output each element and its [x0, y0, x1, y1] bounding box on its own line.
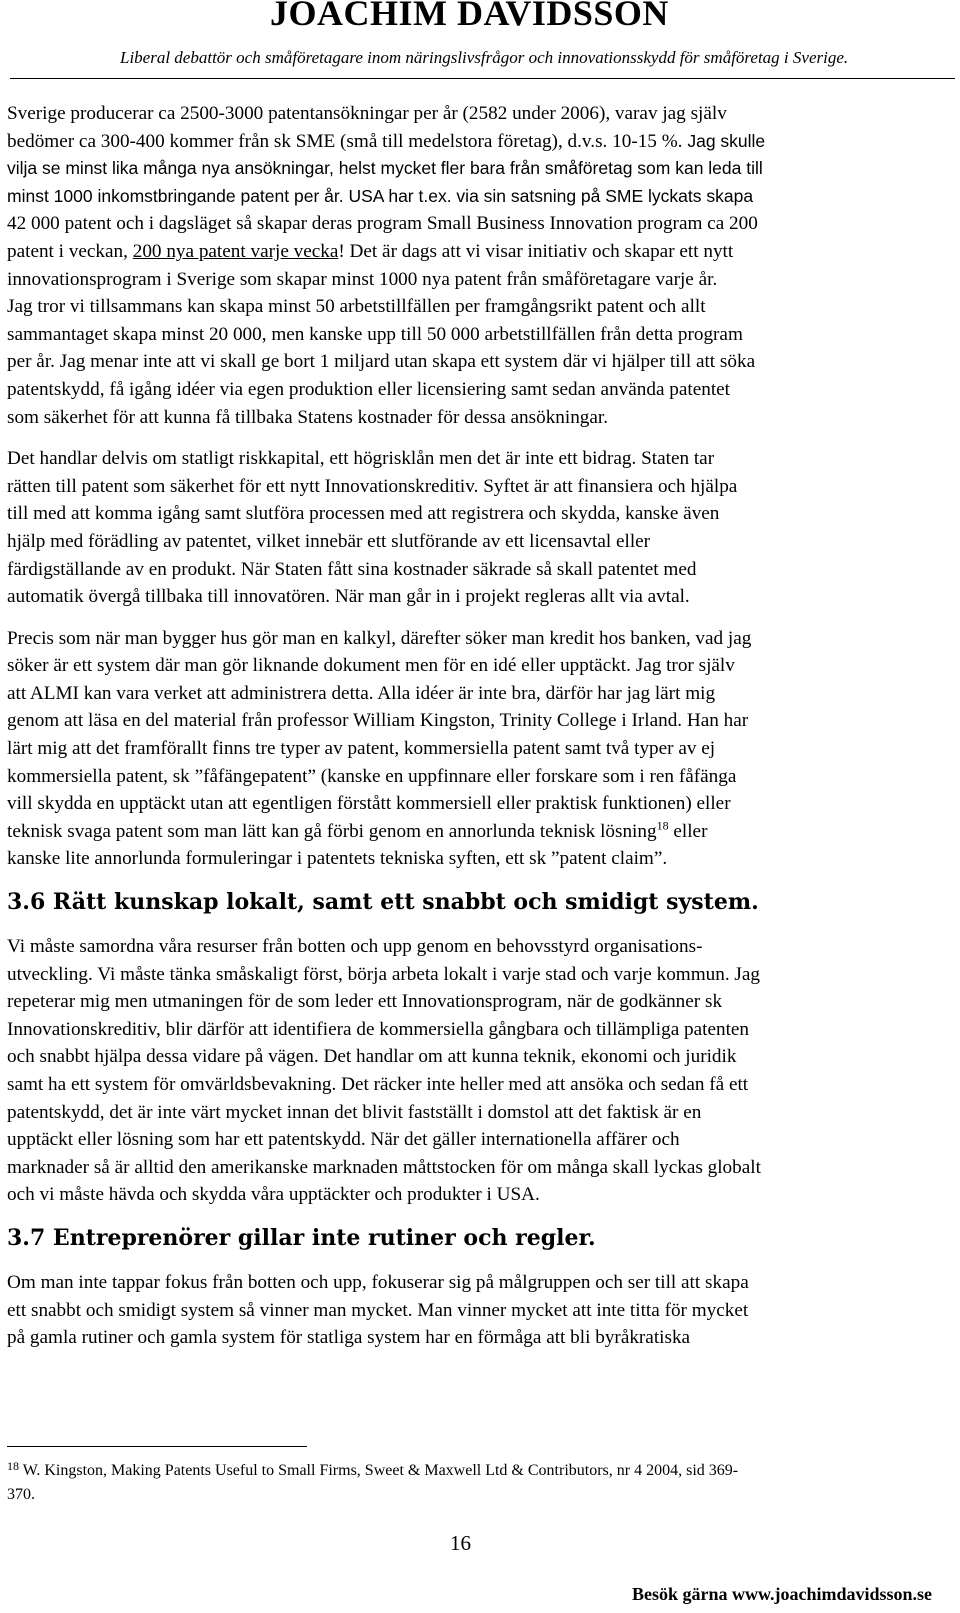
text-span: 42 000 patent och i dagsläget så skapar deras program Small Business Innovation program ca 200	[7, 213, 758, 235]
text-span: Jag skulle	[682, 130, 766, 151]
text-span: innovationsprogram i Sverige som skapar minst 1000 nya patent från småföretagare varje år.	[7, 268, 718, 290]
text-line: att ALMI kan vara verket att administrera detta. Alla idéer är inte bra, därför har jag lärt mig	[7, 682, 716, 704]
text-line	[7, 404, 952, 432]
page-number: 16	[450, 1531, 471, 1555]
text-line: färdigställande av en produkt. När Staten fått sina kostnader säkrade så skall patentet med	[7, 558, 697, 580]
text-line	[7, 238, 952, 266]
footnote-reference[interactable]: 18	[656, 818, 669, 833]
text-span: Jag tror vi tillsammans kan skapa minst 50 arbetstillfällen per framgångsrikt patent och allt	[7, 296, 706, 318]
text-line: marknader så är alltid den amerikanske marknaden måttstocken för om många skall lyckas globalt	[7, 1156, 761, 1178]
paragraph-gap	[7, 431, 952, 445]
footnote-number: 18	[7, 1459, 19, 1473]
header-rule	[10, 78, 955, 79]
underlined-emphasis: 200 nya patent varje vecka	[132, 240, 339, 262]
footnote-18	[7, 1454, 937, 1507]
text-span: per år. Jag menar inte att vi skall ge bort 1 miljard utan skapa ett system där vi hjälper till att söka	[7, 351, 756, 373]
text-line: på gamla rutiner och gamla system för statliga system har en förmåga att bli byråkratiska	[7, 1327, 691, 1349]
text-span: patentskydd, få igång idéer via egen produktion eller licensiering samt sedan använda patentet	[7, 378, 731, 400]
author-tagline: Liberal debattör och småföretagare inom näringslivsfrågor och innovationsskydd för småföretag i Sverige.	[120, 48, 849, 67]
paragraph-patent-types	[7, 625, 952, 873]
text-line: kommersiella patent, sk ”fåfängepatent” (kanske en uppfinnare eller forskare som i ren fåfänga	[7, 765, 737, 787]
footnote-text: 370.	[7, 1486, 35, 1503]
section-heading-3-7: 3.7 Entreprenörer gillar inte rutiner och regler.	[7, 1224, 596, 1251]
text-line	[7, 293, 952, 321]
paragraph-gap	[7, 611, 952, 625]
text-line	[7, 210, 952, 238]
text-line: Innovationskreditiv, blir därför att identifiera de kommersiella gångbara och tillämpliga patenten	[7, 1018, 750, 1040]
text-line	[7, 1454, 937, 1483]
text-line: kanske lite annorlunda formuleringar i patentets tekniska syften, ett sk ”patent claim”.	[7, 848, 668, 870]
footnote-separator	[7, 1446, 307, 1447]
paragraph-local-knowledge	[7, 933, 952, 1209]
text-line	[7, 155, 952, 183]
text-line: genom att läsa en del material från professor William Kingston, Trinity College i Irland. Han har	[7, 710, 749, 732]
text-line: samt ha ett system för omvärldsbevakning. Det räcker inte heller med att ansöka och sedan få ett	[7, 1074, 749, 1095]
paragraph-entrepreneurs	[7, 1269, 952, 1352]
text-line	[7, 376, 952, 404]
document-body	[7, 100, 952, 1352]
text-line: Vi måste samordna våra resurser från botten och upp genom en behovsstyrd organisations-	[7, 936, 703, 958]
text-line	[7, 128, 952, 156]
text-line	[7, 348, 952, 376]
text-span: via sin satsning på SME lyckats skapa	[451, 185, 754, 206]
text-line: vill skydda en upptäckt utan att egentligen förstått kommersiell eller praktisk funktionen) eller	[7, 793, 731, 815]
text-line: Det handlar delvis om statligt riskkapital, ett högrisklån men det är inte ett bidrag. Staten tar	[7, 448, 715, 470]
text-span: minst 1000 inkomstbringande patent per år. USA har t.ex.	[7, 185, 452, 206]
text-span: eller	[668, 820, 708, 842]
text-line	[7, 818, 952, 846]
text-span: patent i veckan,	[7, 240, 133, 262]
paragraph-risk-capital	[7, 445, 952, 611]
text-line: upptäckt eller lösning som har ett patentskydd. När det gäller internationella affärer och	[7, 1129, 680, 1151]
text-line: repeterar mig men utmaningen för de som leder ett Innovationsprogram, när de godkänner sk	[7, 991, 723, 1013]
text-line: lärt mig att det framförallt finns tre typer av patent, kommersiella patent samt två typer av ej	[7, 738, 716, 760]
text-span: ! Det är dags att vi visar initiativ och skapar ett nytt	[338, 240, 734, 262]
text-line: patentskydd, det är inte värt mycket innan det blivit fastställt i domstol att det faktisk är en	[7, 1101, 702, 1123]
section-heading-3-6: 3.6 Rätt kunskap lokalt, samt ett snabbt och smidigt system.	[7, 889, 759, 916]
website-footer[interactable]: Besök gärna www.joachimdavidsson.se	[631, 1584, 932, 1604]
text-span: teknisk svaga patent som man lätt kan gå förbi genom en annorlunda teknisk lösning	[7, 820, 657, 842]
text-line: och vi måste hävda och skydda våra upptäckter och produkter i USA.	[7, 1184, 540, 1206]
footnote-text: W. Kingston, Making Patents Useful to Small Firms, Sweet & Maxwell Ltd & Contributors, nr 4 2004, sid 369-	[19, 1462, 739, 1479]
text-line: ett snabbt och smidigt system så vinner man mycket. Man vinner mycket att inte titta för mycket	[7, 1299, 749, 1321]
text-line	[7, 321, 952, 349]
text-line: och snabbt hjälpa dessa vidare på vägen. Det handlar om att kunna teknik, ekonomi och juridik	[7, 1046, 737, 1068]
author-name: JOACHIM DAVIDSSON	[270, 0, 669, 33]
text-line: rätten till patent som säkerhet för ett nytt Innovationskreditiv. Syftet är att finansiera och hjälpa	[7, 475, 738, 497]
text-line: automatik övergå tillbaka till innovatören. När man går in i projekt regleras allt via avtal.	[7, 586, 690, 608]
text-line: hjälp med förädling av patentet, vilket innebär ett slutförande av ett licensavtal eller	[7, 530, 651, 552]
text-line	[7, 100, 952, 128]
text-span: vilja se minst lika många nya ansökningar, helst mycket fler bara från småföretag som kan leda till	[7, 158, 763, 179]
text-span: sammantaget skapa minst 20 000, men kanske upp till 50 000 arbetstillfällen från detta program	[7, 323, 743, 345]
text-line	[7, 266, 952, 294]
text-span: Sverige producerar ca 2500-3000 patentansökningar per år (2582 under 2006), varav jag själv	[7, 103, 727, 124]
paragraph-patent-statistics	[7, 100, 952, 431]
text-line: söker är ett system där man gör liknande dokument men för en idé eller upptäckt. Jag tror själv	[7, 655, 735, 677]
text-span: som säkerhet för att kunna få tillbaka Statens kostnader för dessa ansökningar.	[7, 406, 609, 428]
text-span: bedömer ca 300-400 kommer från sk SME (små till medelstora företag), d.v.s. 10-15 %.	[7, 130, 683, 152]
text-line: till med att komma igång samt slutföra processen med att registrera och skydda, kanske även	[7, 503, 720, 525]
text-line: Om man inte tappar fokus från botten och upp, fokuserar sig på målgruppen och ser till att skapa	[7, 1271, 749, 1293]
text-line: utveckling. Vi måste tänka småskaligt först, börja arbeta lokalt i varje stad och varje kommun. Jag	[7, 963, 760, 985]
text-line	[7, 183, 952, 211]
text-line: Precis som när man bygger hus gör man en kalkyl, därefter söker man kredit hos banken, vad jag	[7, 627, 752, 649]
